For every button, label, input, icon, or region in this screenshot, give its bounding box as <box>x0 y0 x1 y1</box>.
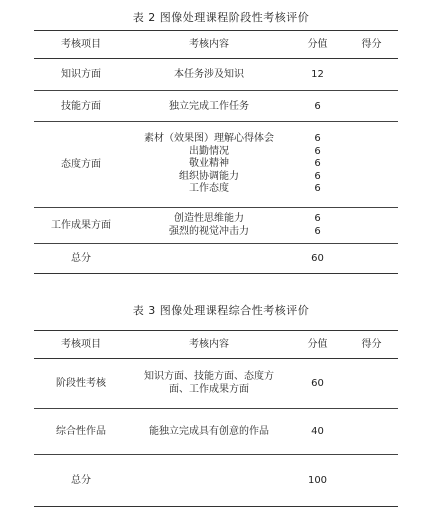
table2-row3-content-line: 敬业精神 <box>189 158 229 170</box>
table2-row1-item: 知识方面 <box>34 59 128 91</box>
table3-total-label: 总分 <box>34 455 128 507</box>
table2-caption: 表 2 图像处理课程阶段性考核评价 <box>132 11 310 24</box>
table2-total-score: 60 <box>290 244 345 274</box>
table3-row2-score: 40 <box>290 409 345 455</box>
table2-row1-score: 12 <box>290 59 345 91</box>
table2-row3-score-line: 6 <box>314 158 321 170</box>
table2-row3-got <box>345 122 398 208</box>
table-row <box>34 59 398 91</box>
table3-header-content: 考核内容 <box>128 331 290 359</box>
table2-header-got: 得分 <box>345 31 398 59</box>
table2-row3-score-line: 6 <box>314 145 321 157</box>
table3-total-score: 100 <box>290 455 345 507</box>
table2-row4-item: 工作成果方面 <box>34 208 128 244</box>
table3-row2-content: 能独立完成具有创意的作品 <box>128 409 290 455</box>
table3-total-got <box>345 455 398 507</box>
table2-row4-content <box>128 208 290 244</box>
table3-caption: 表 3 图像处理课程综合性考核评价 <box>132 304 310 317</box>
table2-header-item: 考核项目 <box>34 31 128 59</box>
table3-row1-content <box>128 359 290 409</box>
table-row <box>34 122 398 208</box>
table3 <box>34 330 398 507</box>
table3-row1-content-line: 面、工作成果方面 <box>169 383 249 395</box>
table2-row2-score: 6 <box>290 91 345 122</box>
table2-row3-item: 态度方面 <box>34 122 128 208</box>
table2-row2-got <box>345 91 398 122</box>
table2-row1-got <box>345 59 398 91</box>
table2-row4-score <box>290 208 345 244</box>
table2-row4-content-line: 创造性思维能力 <box>174 213 244 224</box>
table3-header-item: 考核项目 <box>34 331 128 359</box>
table-row <box>34 409 398 455</box>
table3-row2-got <box>345 409 398 455</box>
table-row <box>34 455 398 507</box>
table2-row3-content <box>128 122 290 208</box>
table2-row1-content: 本任务涉及知识 <box>128 59 290 91</box>
table2-total-got <box>345 244 398 274</box>
table2-row3-content-line: 素材（效果图）理解心得体会 <box>144 133 274 145</box>
table2-total-label: 总分 <box>34 244 128 274</box>
table3-header-got: 得分 <box>345 331 398 359</box>
table2-header-score: 分值 <box>290 31 345 59</box>
table2-row4-score-line: 6 <box>314 225 321 237</box>
table2-row3-score-line: 6 <box>314 133 321 145</box>
table3-row1-item: 阶段性考核 <box>34 359 128 409</box>
table2-header-content: 考核内容 <box>128 31 290 59</box>
table-row <box>34 359 398 409</box>
table2-row3-content-line: 出勤情况 <box>189 145 229 157</box>
table2-row2-content: 独立完成工作任务 <box>128 91 290 122</box>
table3-total-content <box>128 455 290 507</box>
table2-row2-item: 技能方面 <box>34 91 128 122</box>
table2-row3-content-line: 组织协调能力 <box>179 170 239 182</box>
table3-row1-got <box>345 359 398 409</box>
table3-row1-score: 60 <box>290 359 345 409</box>
table2-row3-score-line: 6 <box>314 183 321 195</box>
table2-row4-got <box>345 208 398 244</box>
table2-total-content <box>128 244 290 274</box>
table-row <box>34 91 398 122</box>
table2-row3-score-line: 6 <box>314 170 321 182</box>
table2 <box>34 30 398 274</box>
table2-row4-score-line: 6 <box>314 213 321 224</box>
table2-row3-score <box>290 122 345 208</box>
table3-header-score: 分值 <box>290 331 345 359</box>
table3-row2-item: 综合性作品 <box>34 409 128 455</box>
table-row <box>34 208 398 244</box>
table-row <box>34 244 398 274</box>
table2-row3-content-line: 工作态度 <box>189 183 229 195</box>
table3-row1-content-line: 知识方面、技能方面、态度方 <box>144 371 274 382</box>
table2-row4-content-line: 强烈的视觉冲击力 <box>169 225 249 237</box>
